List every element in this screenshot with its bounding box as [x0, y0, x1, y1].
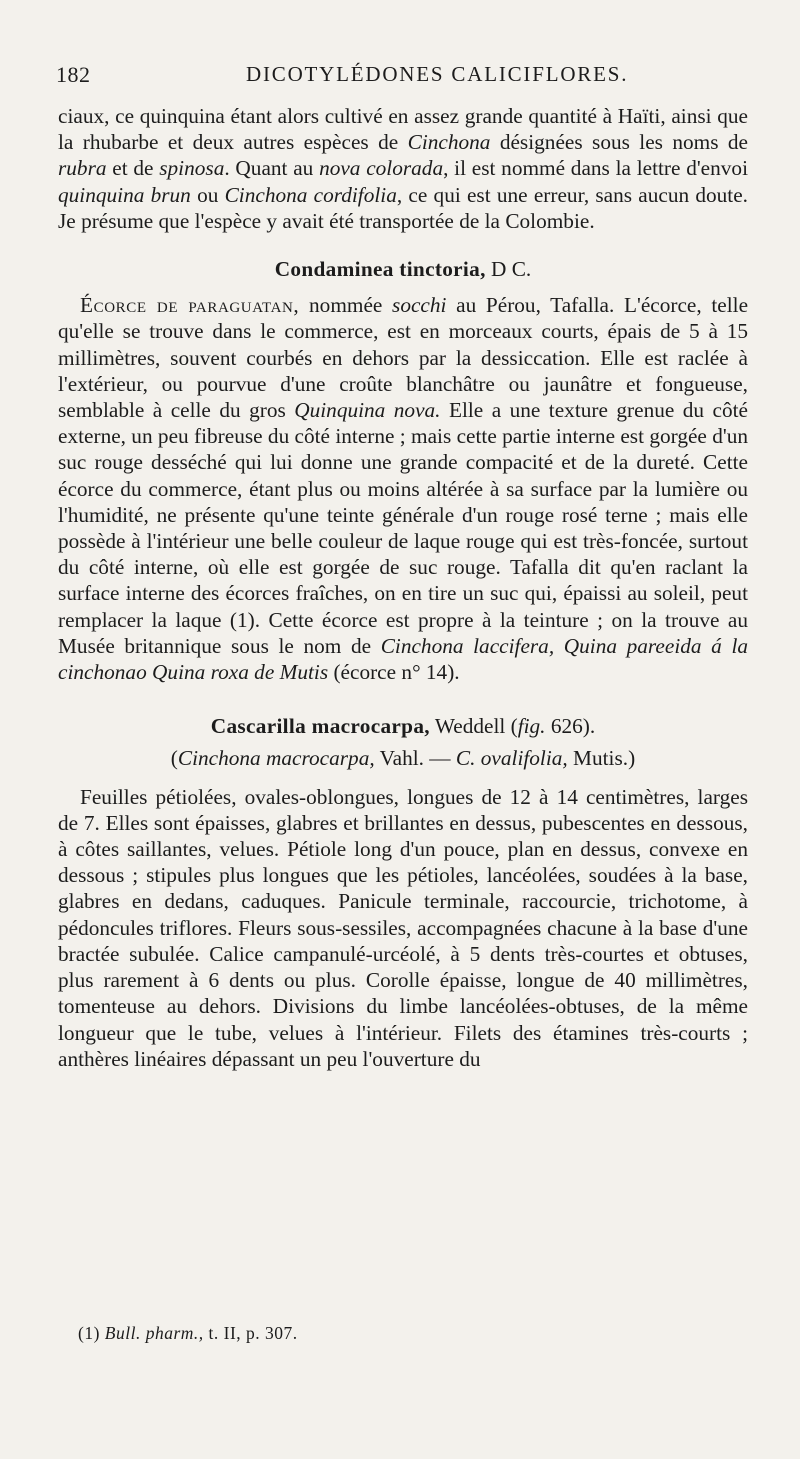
synonyms-line: (Cinchona macrocarpa, Vahl. — C. ovalifolia, Mutis.) — [170, 746, 636, 771]
intro-paragraph: ciaux, ce quinquina étant alors cultivé en assez grande quantité à Haïti, ainsi que la rhubarbe et deux autres espèces de Cinchona désignées sous les noms de rubra et de spinosa. Quant au nova colorada, il est nommé dans la lettre d'envoi quinquina brun ou Cinchona cordifolia, ce qui est une erreur, sans aucun doute. Je présume que l'espèce y avait été transportée de la Colombie. — [58, 104, 749, 233]
running-head — [56, 62, 744, 92]
running-title: DICOTYLÉDONES CALICIFLORES. — [246, 62, 629, 86]
body-text — [58, 103, 748, 1072]
footnote: (1) Bull. pharm., t. II, p. 307. — [78, 1323, 298, 1343]
page-number: 182 — [56, 62, 91, 87]
paragraph-cascarilla: Feuilles pétiolées, ovales-oblongues, longues de 12 à 14 centimètres, larges de 7. Elles sont épaisses, glabres et brillantes en dessus, pubescentes en dessous, à côtes saillantes, velues. Pétiole long d'un pouce, plan en dessus, convexe en dessous ; stipules plus longues que les pétioles, lancéolées, soudées à la base, glabres en dedans, caduques. Panicule terminale, raccourcie, trichotome, à pédoncules triflores. Fleurs sous-sessiles, accompagnées chacune à la base d'une bractée subulée. Calice campanulé-urcéolé, à 5 dents très-courtes et obtuses, plus rarement à 6 dents ou plus. Corolle épaisse, longue de 40 millimètres, tomenteuse au dehors. Divisions du limbe lancéolées-obtuses, de la même longueur que le tube, velues à l'intérieur. Filets des étamines très-courts ; anthères linéaires dépassant un peu l'ouverture du — [58, 784, 748, 1071]
paragraph-condaminea: Écorce de paraguatan, nommée socchi au Pérou, Tafalla. L'écorce, telle qu'elle se trouve dans le commerce, est en morceaux courts, épais de 5 à 15 millimètres, souvent courbés en dehors par la dessiccation. Elle est raclée à l'extérieur, ou pourvue d'une croûte blanchâtre ou jaunâtre et fongueuse, semblable à celle du gros Quinquina nova. Elle a une texture grenue du côté externe, un peu fibreuse du côté interne ; mais cette partie interne est gorgée d'un suc rouge desséché qui lui donne une grande compacité et de la dureté. Cette écorce du commerce, étant plus ou moins altérée à sa surface par la lumière ou l'humidité, ne présente qu'une teinte générale d'un rouge rosé terne ; mais elle possède à l'intérieur une belle couleur de laque rouge qui est très-foncée, surtout du côté interne, où elle est gorgée de suc rouge. Tafalla dit qu'en raclant la surface interne des écorces fraîches, on en tire un suc qui, épaissi au soleil, peut remplacer la laque (1). Cette écorce est propre à la teinture ; on la trouve au Musée britannique sous le nom de Cinchona laccifera, Quina pareeida á la cinchonao Quina roxa de Mutis (écorce n° 14). — [58, 293, 749, 685]
section-heading-cascarilla: Cascarilla macrocarpa, Weddell (fig. 626). — [210, 714, 596, 739]
section-heading-condaminea: Condaminea tinctoria, D C. — [274, 257, 532, 282]
